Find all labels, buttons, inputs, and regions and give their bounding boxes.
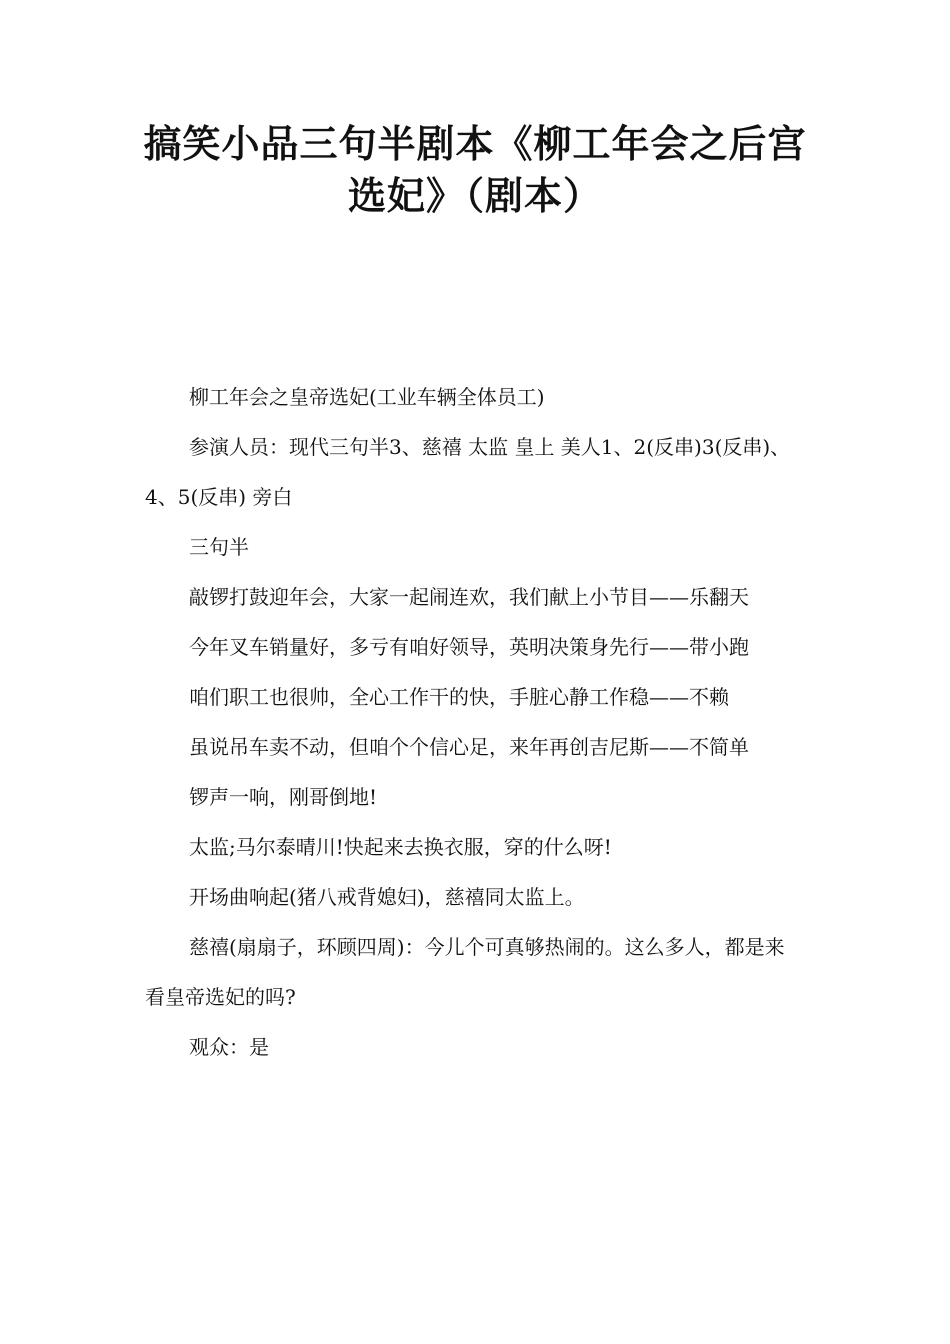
paragraph-section-label: 三句半 xyxy=(189,535,249,559)
paragraph-cixi-line: 慈禧(扇扇子，环顾四周)：今儿个可真够热闹的。这么多人，都是来看皇帝选妃的吗? xyxy=(145,935,785,1009)
paragraph-verse-3: 咱们职工也很帅，全心工作干的快，手脏心静工作稳——不赖 xyxy=(189,685,729,709)
paragraph-verse-1: 敲锣打鼓迎年会，大家一起闹连欢，我们献上小节目——乐翻天 xyxy=(189,585,749,609)
paragraph-verse-2: 今年叉车销量好，多亏有咱好领导，英明决策身先行——带小跑 xyxy=(189,635,749,659)
paragraph-gong: 锣声一响，刚哥倒地! xyxy=(189,785,378,809)
title-line-1: 搞笑小品三句半剧本《柳工年会之后宫 xyxy=(143,121,807,166)
script-body xyxy=(145,372,800,1072)
paragraph-cast: 参演人员：现代三句半3、慈禧 太监 皇上 美人1、2(反串)3(反串)、4、5(反串) 旁白 xyxy=(145,435,791,509)
paragraph-eunuch-line: 太监;马尔泰晴川!快起来去换衣服，穿的什么呀! xyxy=(189,835,612,859)
paragraph-heading: 柳工年会之皇帝选妃(工业车辆全体员工) xyxy=(189,385,545,409)
document-title xyxy=(130,118,820,222)
title-line-2: 选妃》（剧本） xyxy=(347,173,602,218)
paragraph-audience-line: 观众：是 xyxy=(189,1035,269,1059)
paragraph-opening-music: 开场曲响起(猪八戒背媳妇)，慈禧同太监上。 xyxy=(189,885,585,909)
paragraph-verse-4: 虽说吊车卖不动，但咱个个信心足，来年再创吉尼斯——不简单 xyxy=(189,735,749,759)
